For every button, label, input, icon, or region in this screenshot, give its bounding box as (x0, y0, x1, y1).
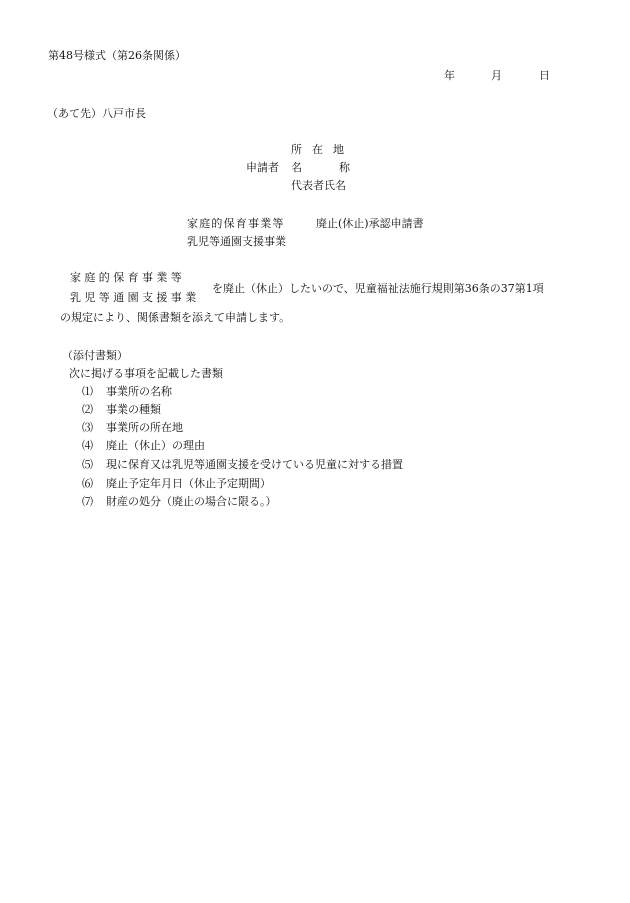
list-item-text: 事業所の所在地 (106, 421, 183, 434)
document-title-suffix: 廃止(休止)承認申請書 (316, 217, 424, 230)
document-title-alternate: 乳児等通園支援事業 (187, 235, 286, 248)
body-business-choice-1: 家庭的保育事業等 (70, 271, 186, 284)
list-item-text: 廃止（休止）の理由 (106, 439, 205, 452)
document-title-primary: 家庭的保育事業等 (187, 217, 285, 230)
body-business-choice-2: 乳児等通園支援事業 (70, 291, 200, 304)
date-day-label: 日 (539, 69, 550, 82)
name-label: 名称 (291, 161, 387, 174)
list-item-text: 財産の処分（廃止の場合に限る。） (106, 495, 277, 508)
list-item-text: 現に保育又は乳児等通園支援を受けている児童に対する措置 (106, 458, 403, 471)
applicant-label: 申請者 (246, 161, 279, 174)
body-text-line-2: の規定により、関係書類を添えて申請します。 (60, 311, 291, 324)
addressee: （あて先）八戸市長 (47, 107, 146, 120)
representative-label: 代表者氏名 (291, 179, 346, 192)
list-item-text: 廃止予定年月日（休止予定期間） (106, 477, 271, 490)
list-item-number: ⑸ (82, 458, 93, 471)
list-item-number: ⑺ (82, 495, 93, 508)
body-text-line-1: を廃止（休止）したいので、児童福祉法施行規則第36条の37第1項 (212, 282, 544, 295)
list-item-number: ⑷ (82, 439, 93, 452)
attachments-intro: 次に掲げる事項を記載した書類 (69, 367, 223, 380)
location-label: 所在地 (291, 143, 354, 156)
list-item-text: 事業所の名称 (106, 385, 172, 398)
list-item-number: ⑴ (82, 385, 93, 398)
list-item-number: ⑹ (82, 477, 93, 490)
date-year-label: 年 (444, 69, 455, 82)
list-item-number: ⑵ (82, 403, 93, 416)
attachments-heading: （添付書類） (62, 349, 128, 362)
list-item-text: 事業の種類 (106, 403, 161, 416)
form-number: 第48号様式（第26条関係） (48, 49, 186, 62)
date-month-label: 月 (491, 69, 502, 82)
list-item-number: ⑶ (82, 421, 93, 434)
